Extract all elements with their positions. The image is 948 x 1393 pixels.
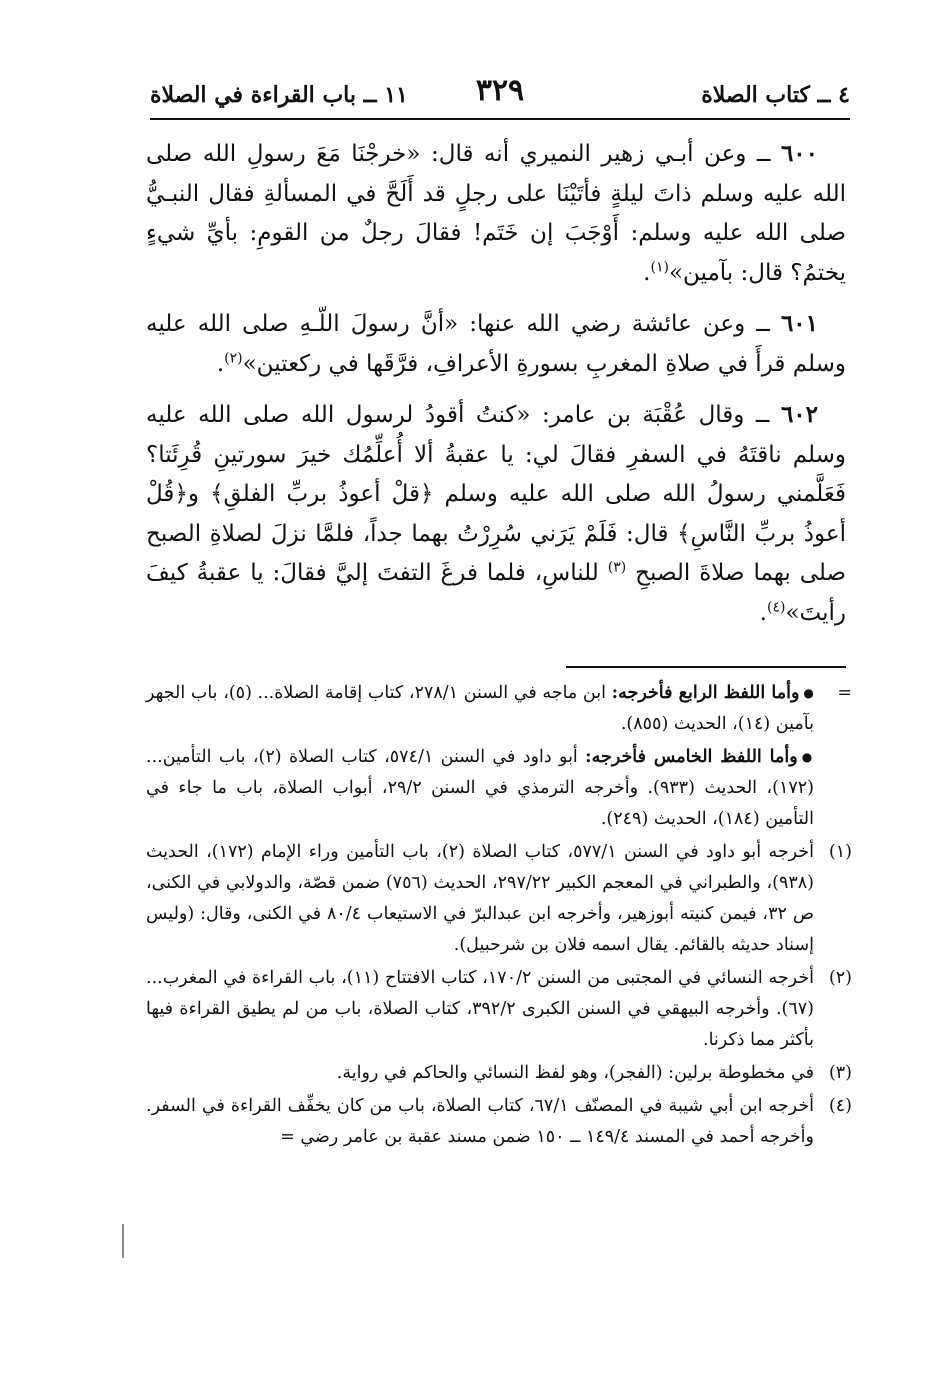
hadith-number: ٦٠١ xyxy=(780,310,818,337)
running-header xyxy=(150,73,850,116)
bullet-icon: ● xyxy=(801,750,814,764)
scan-edge-mark xyxy=(122,1224,124,1258)
footnote-ref: (١) xyxy=(650,258,669,275)
footnote-ref: (٣) xyxy=(607,559,627,576)
footnote-ref: (٢) xyxy=(224,349,243,366)
note-lead: وأما اللفظ الرابع فأخرجه: xyxy=(611,683,800,703)
footnote-3 xyxy=(146,1058,852,1089)
footnote-text: أخرجه ابن أبي شيبة في المصنّف ٦٧/١، كتاب الصلاة، باب من كان يخفِّف القراءة في السفر. وأخرجه أحمد في المسند ١٤٩/٤ ــ ١٥٠ ضمن مسند عقبة بن عامر رضي = xyxy=(146,1096,814,1147)
header-chapter: ٤ ــ كتاب الصلاة xyxy=(701,82,850,108)
header-divider xyxy=(150,118,850,120)
hadith-text: ــ وعن عائشة رضي الله عنها: «أنَّ رسولَ اللّـهِ صلى الله عليه وسلم قرأَ في صلاةِ المغربِ بسورةِ الأعرافِ، فرَّقَها في ركعتين» xyxy=(146,311,846,377)
hadith-number: ٦٠٢ xyxy=(780,401,818,428)
footnote-continuation xyxy=(146,742,852,835)
footnote-marker: (١) xyxy=(828,842,852,862)
note-text: ابن ماجه في السنن ٢٧٨/١، كتاب إقامة الصلاة... (٥)، باب الجهر بآمين (١٤)، الحديث (٨٥٥). xyxy=(146,683,814,734)
hadith-end: . xyxy=(216,350,225,377)
footnote-text: أخرجه أبو داود في السنن ٥٧٧/١، كتاب الصلاة (٢)، باب التأمين وراء الإمام (١٧٢)، الحديث (٩٣٨)، والطبراني في المعجم الكبير ٢٩٧/٢٢، الحديث (٧٥٦) ضمن قصّة، والدولابي في الكنى، ص ٣٢، فيمن كنيته أبوزهير، وأخرجه ابن عبدالبرّ في الاستيعاب ٨٠/٤ في الكنى، وقال: (وليس إسناد حديثه بالقائم. يقال اسمه فلان بن شرحبيل). xyxy=(146,842,814,955)
hadith-number: ٦٠٠ xyxy=(780,140,818,167)
footnote-4 xyxy=(146,1091,852,1153)
footnote-marker: (٤) xyxy=(828,1096,852,1116)
note-lead: وأما اللفظ الخامس فأخرجه: xyxy=(585,747,798,767)
footnote-text: أخرجه النسائي في المجتبى من السنن ١٧٠/٢، كتاب الافتتاح (١١)، باب القراءة في المغرب... (٦٧). وأخرجه البيهقي في السنن الكبرى ٣٩٢/٢، كتاب الصلاة، باب من لم يطيق القراءة فيها بأكثر مما ذكرنا. xyxy=(146,968,815,1050)
hadith-601 xyxy=(146,304,846,384)
note-text: أبو داود في السنن ٥٧٤/١، كتاب الصلاة (٢)، باب التأمين... (١٧٢)، الحديث (٩٣٣). وأخرجه الترمذي في السنن ٢٩/٢، أبواب الصلاة، باب ما جاء في التأمين (١٨٤)، الحديث (٢٤٩). xyxy=(146,747,814,829)
hadith-end: . xyxy=(759,599,767,626)
footnote-continuation xyxy=(146,678,852,740)
footnote-marker: (٢) xyxy=(828,968,852,988)
footnote-2 xyxy=(146,963,852,1056)
hadith-text: ــ وقال عُقْبَة بن عامر: «كنتُ أقودُ لرسول الله صلى الله عليه وسلم ناقتَهُ في السفرِ فقالَ لي: يا عقبةُ ألا أُعلِّمُك خيرَ سورتينِ قُرِئَتا؟ فَعَلَّمني رسولُ الله صلى الله عليه وسلم ﴿قلْ أعوذُ بربِّ الفلقِ﴾ و﴿قُلْ أعوذُ بربِّ النَّاسِ﴾ قال: فَلَمْ يَرَني سُرِرْتُ بهما جداً، فلمَّا نزلَ لصلاةِ الصبح صلى بهما صلاةَ الصبحِ xyxy=(146,402,847,586)
hadith-end: . xyxy=(643,259,651,286)
main-text xyxy=(146,134,846,644)
hadith-text-after: للناسِ، فلما فرغَ التفتَ إليَّ فقالَ: يا عقبةُ كيفَ رأيتَ» xyxy=(146,560,846,626)
footnote-ref: (٤) xyxy=(766,598,786,615)
bullet-icon: ● xyxy=(803,686,814,700)
header-section: ١١ ــ باب القراءة في الصلاة xyxy=(150,82,408,108)
footnote-marker: (٣) xyxy=(828,1063,852,1083)
footnote-divider xyxy=(566,666,846,668)
page-number: ٣٢٩ xyxy=(475,73,525,108)
hadith-602 xyxy=(146,395,846,633)
footnote-text: في مخطوطة برلين: (الفجر)، وهو لفظ النسائي والحاكم في رواية. xyxy=(336,1063,814,1083)
footnotes xyxy=(146,678,852,1155)
hadith-600 xyxy=(146,134,846,293)
hadith-text: ــ وعن أبـي زهير النميري أنه قال: «خرجْنَا مَعَ رسولِ الله صلى الله عليه وسلم ذاتَ ليلةٍ فأتَيْنَا على رجلٍ قد أَلَحَّ في المسألةِ فقال النبـيُّ صلى الله عليه وسلم: أَوْجَبَ إن خَتَم! فقالَ رجلٌ من القومِ: بأيِّ شيءٍ يختمُ؟ قال: بآمين» xyxy=(146,141,846,286)
footnote-1 xyxy=(146,837,852,961)
continuation-marker: = xyxy=(837,683,852,703)
